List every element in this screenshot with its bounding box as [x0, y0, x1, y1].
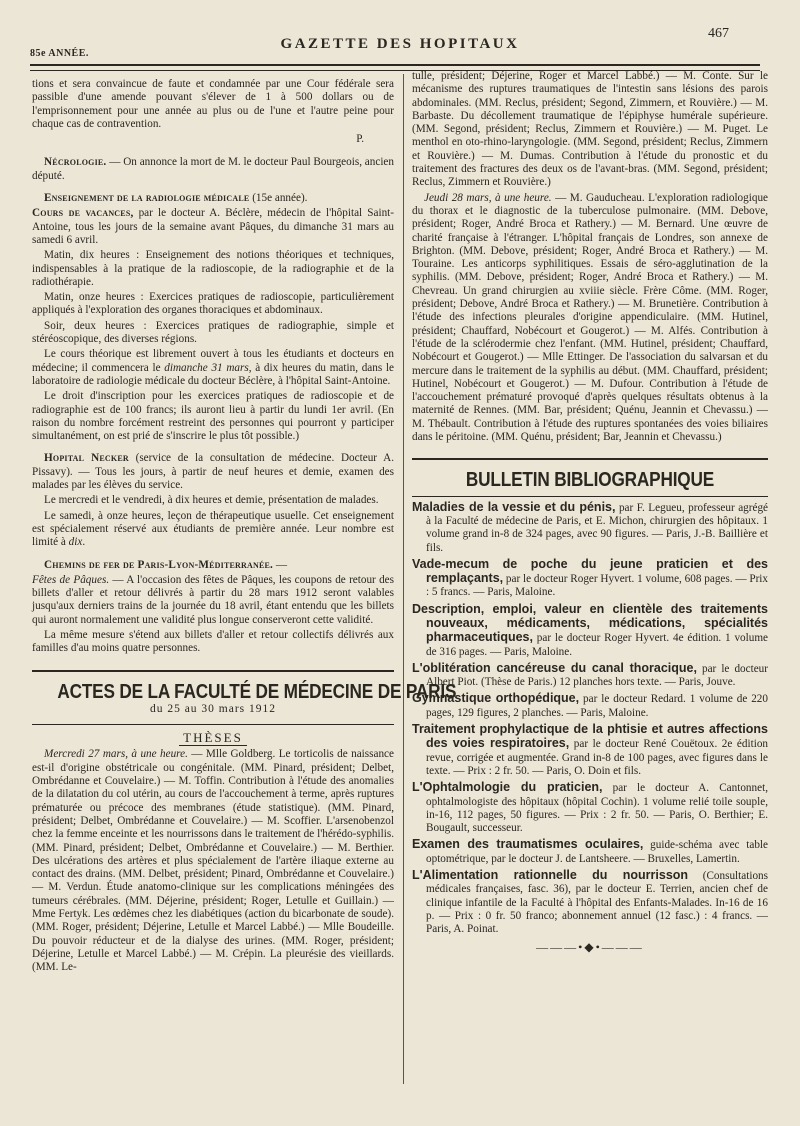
biblio-entry	[412, 838, 768, 866]
theses-heading	[32, 731, 394, 744]
radiology-cours-paragraph	[32, 207, 394, 247]
biblio-list	[412, 501, 768, 937]
page-number: 467	[708, 26, 729, 41]
biblio-entry	[412, 723, 768, 778]
intro-paragraph: tions et sera convaincue de faute et condamnée par une Cour fédérale sera passible d'une amende pouvant s'élever de 1 à 500 dollars ou de l'emprisonnement pour une année au plus ou de l'une et l'autre peine pour chaque cas de contravention.	[32, 78, 394, 130]
biblio-entry-text: par le docteur Roger Hyvert. 4e édition. 1 volume de 316 pages. — Paris, Maloine.	[426, 632, 768, 658]
cours-heading: Cours de vacances,	[32, 207, 134, 220]
biblio-entry-title: Maladies de la vessie et du pénis,	[412, 499, 616, 514]
plm-heading-paragraph: Chemins de fer de Paris-Lyon-Méditerranée. —	[44, 558, 288, 571]
biblio-entry-text: par le docteur Redard. 1 volume de 220 pages, 129 figures, 2 planches. — Paris, Maloine.	[426, 693, 768, 719]
radiology-heading: Enseignement de la radiologie médicale	[44, 192, 250, 205]
biblio-entry-title: L'oblitération cancéreuse du canal thoracique,	[412, 660, 697, 675]
actes-dates: du 25 au 30 mars 1912	[149, 702, 277, 715]
plm-text: — A l'occasion des fêtes de Pâques, les coupons de retour des billets d'aller et retour délivrés à partir du 28 mars 1912 seront valables jusqu'aux derniers trains de la journée du 18 avril, étant entendu que les billets qui auront normalement une validité plus longue conserveront cette validité.	[32, 573, 394, 626]
necrology-text: — On annonce la mort de M. le docteur Paul Bourgeois, ancien député.	[32, 156, 394, 182]
theses-heading-text: THÈSES	[179, 730, 247, 746]
necker-p2: Le mercredi et le vendredi, à dix heures et demie, présentation de malades.	[44, 494, 379, 507]
radiology-p1: Matin, dix heures : Enseignement des notions théoriques et techniques, indispensables à la pratique de la radioscopie, de la radiographie et de la radiothérapie.	[32, 249, 394, 288]
plm-heading: Chemins de fer de Paris-Lyon-Méditerranée.	[44, 558, 274, 571]
radiology-p4-date: dimanche 31 mars	[164, 361, 249, 374]
necker-text: (service de la consultation de médecine. Docteur A. Pissavy). — Tous les jours, à partir de neuf heures et demie, examen des malades par les élèves du service.	[32, 452, 395, 492]
biblio-entry-text: par le docteur René Couëtoux. 2e édition revue, corrigée et augmentée. Grand in-8 de 100 pages, avec figures dans le texte. — Prix : 2 fr. 50. — Paris, O. Doin et fils.	[426, 738, 769, 777]
biblio-entry-text: guide-schéma avec table optométrique, par le docteur J. de Lantsheere. — Bruxelles, Lamertin.	[426, 839, 768, 865]
plm-paragraph	[32, 574, 394, 627]
biblio-box	[412, 458, 768, 496]
theses-date: Mercredi 27 mars, à une heure.	[44, 748, 188, 761]
necker-p3-a: Le samedi, à onze heures, leçon de thérapeutique usuelle. Cet enseignement est spécialement réservé aux étudiants de première année. Leur nombre est limité à	[32, 509, 394, 549]
necker-p3-b: .	[82, 536, 86, 549]
radiology-p3: Soir, deux heures : Exercices pratiques de radiographie, simple et stéréoscopique, des diverses régions.	[32, 319, 394, 346]
necker-paragraph	[32, 452, 394, 492]
biblio-entry	[412, 662, 768, 690]
plm-p2: La même mesure s'étend aux billets d'aller et retour collectifs délivrés aux familles d'au moins quatre personnes.	[32, 628, 394, 655]
biblio-entry-text: (Consultations médicales françaises, fasc. 36), par le docteur E. Terrien, ancien chef de clinique infantile de la Faculté à l'hôpital des Enfants-Malades. In-16 de 16 p. — Prix : 0 fr. 50 franco; abonnement annuel (12 fasc.) : 4 francs. — Paris, A. Poinat.	[426, 870, 768, 936]
biblio-entry	[412, 781, 768, 835]
biblio-entry-title: Description, emploi, valeur en clientèle des traitements nouveaux, médicaments, médications, spécialités pharmaceutiques,	[412, 601, 768, 645]
actes-title: ACTES DE LA FACULTÉ DE MÉDECINE DE PARIS	[57, 680, 457, 703]
radiology-heading-paragraph	[32, 192, 394, 205]
radiology-p5: Le droit d'inscription pour les exercices pratiques de radioscopie et de radiographie est de 100 francs; ils auront lieu à partir du lundi 1er avril. (En raison du nombre forcément restreint des personnes qui pourront y participer simultanément, on est prié de s'inscrire le plus tôt possible.)	[32, 390, 394, 443]
biblio-entry-title: Examen des traumatismes oculaires,	[412, 837, 644, 852]
biblio-entry	[412, 603, 768, 659]
radiology-p4-b: , à dix heures du matin, dans le laboratoire de radiologie médicale du docteur Béclère, à l'hôpital Saint-Antoine.	[32, 361, 394, 387]
biblio-entry-title: Vade-mecum de poche du jeune praticien et des remplaçants,	[412, 556, 768, 586]
cours-text: par le docteur A. Béclère, médecin de l'hôpital Saint-Antoine, tous les jours de la semaine avant Pâques, du dimanche 31 mars au samedi 6 avril.	[32, 207, 394, 246]
signature: P.	[356, 133, 364, 146]
jeudi-text: — M. Gauducheau. L'exploration radiologique du thorax et le diagnostic de la tuberculose pulmonaire. (MM. Debove, président; Roger, André Broca et Rathery.) — M. Bernard. Une œuvre de charité française à l'étranger. L'hôpital français de Londres, son annexe de Brighton. (MM. Debove, président; Roger, André Broca et Rathery.) — M. Touraine. Les anticorps syphilitiques. Essais de séro-agglutination de la syphilis. (MM. Debove, président; Roger, André Broca et Rathery.) — M. Chevreau. Un grand chirurgien au xviiie siècle. Frère Côme. (MM. Roger, président; Debove, André Broca et Rathery.) — M. Brunetière. Contribution à l'étude des infections pleurales d'origine appendiculaire. (MM. Hutinel, président; Chauffard, Nobécourt et Gougerot.) — M. Alfés. Contribution à l'étude de la sclérodermie chez l'enfant. (MM. Hutinel, président; Chauffard, Nobécourt et Gougerot.) — Mlle Ettinger. De l'association du salvarsan et du mercure dans le traitement de la syphilis au début. (MM. Chauffard, président; Hutinel, Nobécourt et Gougerot.) — M. Dufour. Contribution à l'étude de l'accouchement prématuré provoqué d'après quelques résultats obtenus à la maternité de Rennes. (MM. Bar, président; Quénu, Jeannin et Chevassu.) — M. Thébault. Contribution à l'étude des ruptures spontanées des voies biliaires dans le péritoine. (MM. Quénu, président; Bar, Jeannin et Chevassu.)	[412, 191, 768, 444]
biblio-entry-text: par le docteur Albert Piot. (Thèse de Paris.) 12 planches hors texte. — Paris, Jouve.	[426, 662, 768, 689]
plm-subheading: Fêtes de Pâques.	[32, 573, 110, 586]
radiology-p4	[32, 348, 394, 388]
journal-title: GAZETTE DES HOPITAUX	[280, 36, 520, 52]
jeudi-paragraph	[412, 192, 768, 445]
necker-p3-dix: dix	[68, 536, 83, 549]
biblio-entry	[412, 558, 768, 600]
biblio-entry	[412, 869, 768, 936]
biblio-entry-text: par le docteur A. Cantonnet, ophtalmologiste des hôpitaux (hôpital Cochin). 1 volume relié toile souple, in-16, 112 pages, 50 figures. — Prix : 2 fr. 50. — Paris, O. Berthier; E. Bougault, successeur.	[426, 782, 768, 835]
issue-label: 85e ANNÉE.	[30, 48, 89, 59]
biblio-entry-title: L'Alimentation rationnelle du nourrisson	[412, 868, 689, 883]
theses-continuation: tulle, président; Déjerine, Roger et Marcel Labbé.) — M. Conte. Sur le mécanisme des ruptures traumatiques de l'intestin sans lésions des parois abdominales. (MM. Reclus, président; Segond, Zimmern, et Rouvière.) — M. Barbaste. Du décollement traumatique de l'épiphyse humérale supérieure. (MM. Segond, président; Reclus, Zimmern et Rouvière.) — M. Puget. Le menthol en oto-rhino-laryngologie. (MM. Segond, président; Reclus, Zimmern et Rouvière.) — M. Dumas. Contribution à l'étude du pronostic et du traitement des fractures des deux os de l'avant-bras. (MM. Segond, président; Reclus, Zimmern et Rouvière.)	[412, 70, 768, 189]
biblio-entry	[412, 501, 768, 555]
column-divider	[403, 74, 404, 1084]
radiology-p2: Matin, onze heures : Exercices pratiques de radioscopie, particulièrement appliqués à l'exploration des organes thoraciques et abdominaux.	[32, 291, 394, 317]
theses-paragraph	[32, 748, 394, 974]
biblio-entry-text: par F. Legueu, professeur agrégé à la Faculté de médecine de Paris, et E. Michon, chirurgien des hôpitaux. 1 volume grand in-8 de 324 pages, avec 90 figures. — Paris, J.-B. Baillière et fils.	[426, 501, 769, 554]
necker-heading: Hopital Necker	[44, 452, 129, 465]
biblio-entry	[412, 692, 768, 720]
end-ornament: ———•◆•———	[536, 939, 644, 954]
right-column	[412, 70, 768, 954]
radiology-p4-a: Le cours théorique est librement ouvert à tous les étudiants et docteurs en médecine; il commencera le	[32, 348, 394, 374]
necker-p3	[32, 510, 394, 550]
necrology-heading: Nécrologie.	[44, 156, 107, 169]
radiology-year: (15e année).	[249, 192, 308, 205]
header-rule-thick	[30, 64, 760, 66]
necrology-paragraph	[32, 156, 394, 183]
actes-box	[32, 670, 457, 726]
jeudi-date: Jeudi 28 mars, à une heure.	[424, 191, 552, 204]
biblio-entry-title: L'Ophtalmologie du praticien,	[412, 780, 603, 795]
biblio-entry-title: Traitement prophylactique de la phtisie et autres affections des voies respiratoires,	[412, 722, 768, 751]
biblio-title: BULLETIN BIBLIOGRAPHIQUE	[465, 469, 715, 492]
left-column	[32, 78, 457, 977]
biblio-entry-text: par le docteur Roger Hyvert. 1 volume, 608 pages. — Prix : 5 francs. — Paris, Maloine.	[426, 573, 768, 599]
biblio-entry-title: Gymnastique orthopédique,	[412, 691, 580, 706]
theses-text: — Mlle Goldberg. Le torticolis de naissance est-il d'origine obstétricale ou congénitale. (MM. Pinard, président; Delbet, Ombrédanne et Couvelaire.) — M. Toffin. Contribution à l'étude des anomalies de la dilatation du col utérin, au cours de l'accouchement à terme, après ruptures prématurée ou précoce des membranes (étude statistique). (MM. Pinard, président; Delbet, Ombrédanne et Couvelaire.) — M. Scoffier. L'arsenobenzol chez la femme enceinte et les nourrissons dans le traitement de l'hérédo-syphilis. (MM. Pinard, président; Delbet, Ombrédanne et Couvelaire.) — M. Berthier. Des ulcérations des artères et plus spécialement de l'artère iliaque externe au contact des drains. (MM. Delbet, président; Pinard, Ombrédanne et Couvelaire.) — M. Verdun. Étude anatomo-clinique sur les complications méningées des tumeurs cérébrales. (MM. Déjerine, président; Roger, Letulle et Guillain.) — Mme Fertyk. Les œdèmes chez les diabétiques (action du bicarbonate de soude). (MM. Roger, président; Déjerine, Letulle et Marcel Labbé.) — Mlle Boudeille. Du pouvoir réducteur et de la dialyse des urines. (MM. Roger, président; Déjerine, Letulle et Marcel Labbé.) — M. Crépin. La pleurésie des vieillards. (MM. Le-	[32, 748, 394, 974]
